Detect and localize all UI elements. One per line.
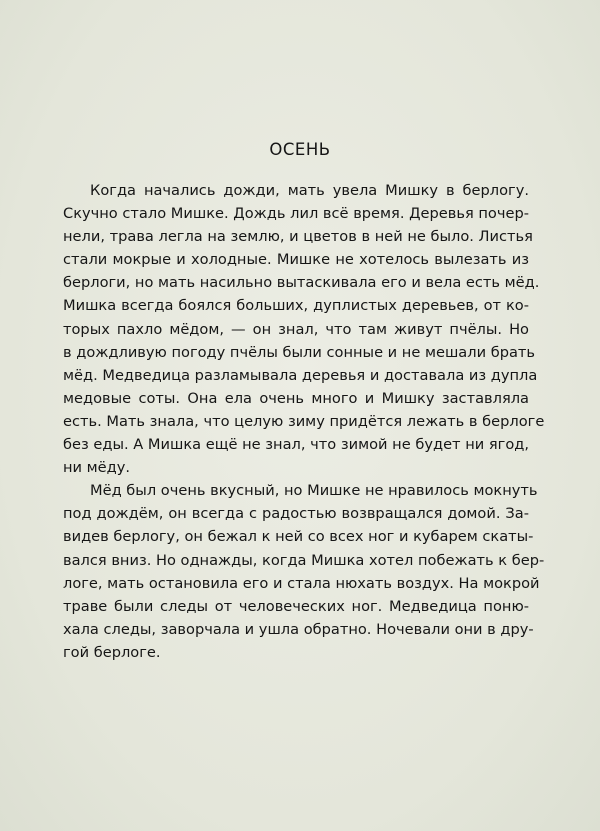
text-line: Мёд был очень вкусный, но Мишке не нравилось мокнуть	[90, 482, 538, 500]
text-line: Когда начались дожди, мать увела Мишку в берлогу.	[90, 182, 529, 199]
text-line: Скучно стало Мишке. Дождь лил всё время. Деревья почер-	[63, 205, 529, 223]
paragraph-1	[63, 179, 545, 479]
text-line: ни мёду.	[63, 459, 131, 477]
text-line: видев берлогу, он бежал к ней со всех ног и кубарем скаты-	[63, 528, 534, 546]
text-line: стали мокрые и холодные. Мишке не хотелось вылезать из	[63, 251, 529, 269]
text-line: хала следы, заворчала и ушла обратно. Ночевали они в дру-	[63, 620, 534, 638]
paragraph-2	[63, 479, 545, 664]
text-line: без еды. А Мишка ещё не знал, что зимой не будет ни ягод,	[63, 436, 529, 454]
text-line: торых пахло мёдом, — он знал, что там живут пчёлы. Но	[63, 320, 529, 338]
chapter-title: ОСЕНЬ	[269, 140, 331, 159]
text-line: вался вниз. Но однажды, когда Мишка хотел побежать к бер-	[63, 551, 545, 569]
text-line: есть. Мать знала, что целую зиму придётся лежать в берлоге	[63, 412, 545, 430]
text-line: траве были следы от человеческих ног. Медведица поню-	[63, 597, 529, 615]
text-line: логе, мать остановила его и стала нюхать воздух. На мокрой	[63, 574, 540, 592]
text-line: медовые соты. Она ела очень много и Мишку заставляла	[63, 389, 529, 407]
text-line: под дождём, он всегда с радостью возвращался домой. За-	[63, 505, 529, 523]
text-line: в дождливую погоду пчёлы были сонные и не мешали брать	[63, 343, 536, 361]
text-line: Мишка всегда боялся больших, дуплистых деревьев, от ко-	[63, 297, 529, 315]
story-text	[63, 179, 545, 664]
text-line: нели, трава легла на землю, и цветов в ней не было. Листья	[63, 228, 533, 246]
text-line: гой берлоге.	[63, 643, 161, 661]
text-line: берлоги, но мать насильно вытаскивала его и вела есть мёд.	[63, 274, 540, 292]
text-line: мёд. Медведица разламывала деревья и доставала из дупла	[63, 366, 538, 384]
